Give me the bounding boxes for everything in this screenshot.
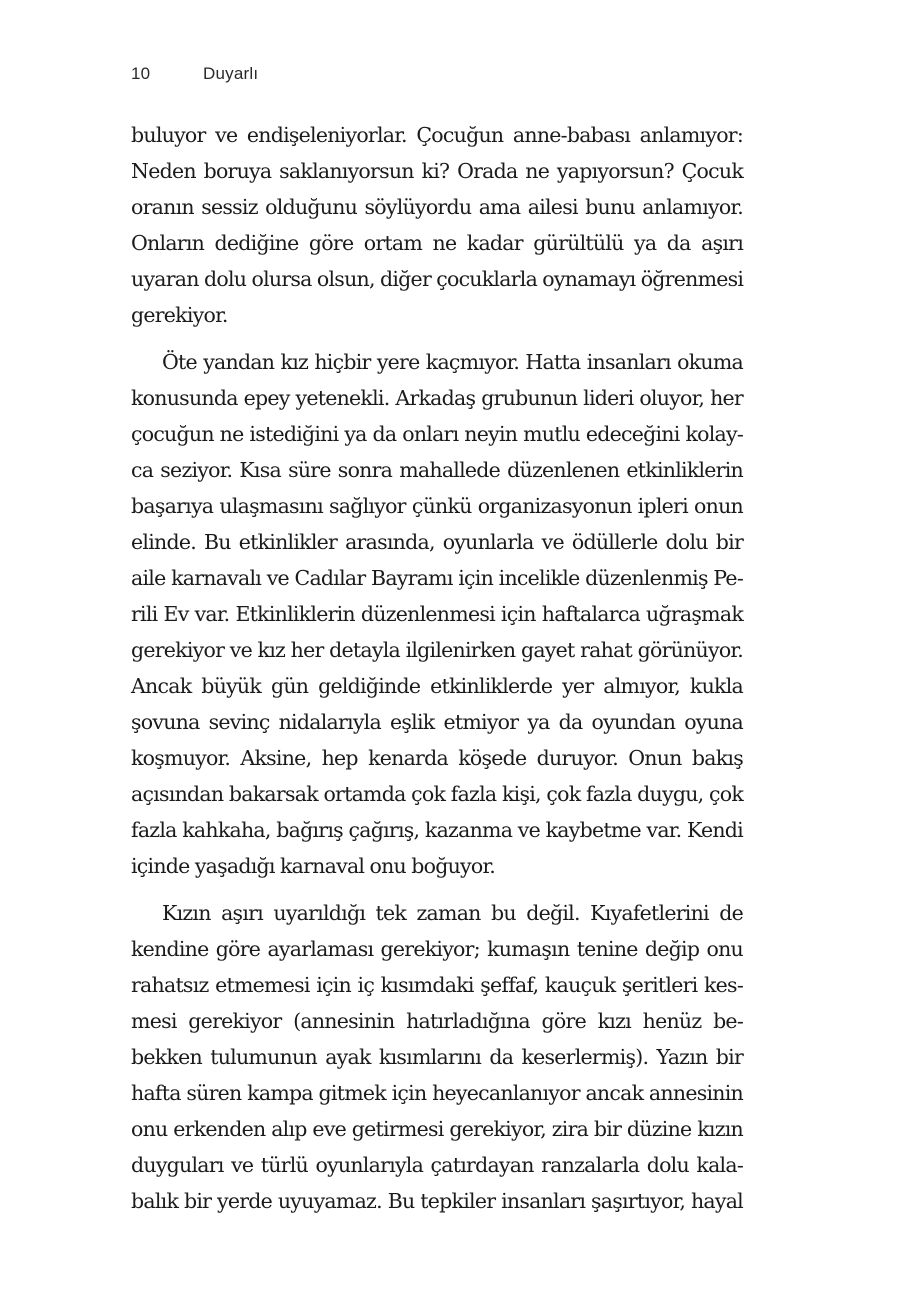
text-line: Onların dediğine göre ortam ne kadar gürültülü ya da aşırı xyxy=(131,231,743,255)
paragraph-3 xyxy=(131,895,743,1219)
text-line: içinde yaşadığı karnaval onu boğuyor. xyxy=(131,854,496,878)
text-line: aile karnavalı ve Cadılar Bayramı için incelikle düzenlenmiş Pe- xyxy=(131,566,743,590)
running-title: Duyarlı xyxy=(203,64,259,83)
text-line: uyaran dolu olursa olsun, diğer çocuklarla oynamayı öğrenmesi xyxy=(131,267,744,291)
text-line: balık bir yerde uyuyamaz. Bu tepkiler insanları şaşırtıyor, hayal xyxy=(131,1189,743,1213)
paragraph-1 xyxy=(131,117,743,333)
text-line: oranın sessiz olduğunu söylüyordu ama ailesi bunu anlamıyor. xyxy=(131,195,743,219)
page-number: 10 xyxy=(131,64,151,83)
text-line: bekken tulumunun ayak kısımlarını da keserlermiş). Yazın bir xyxy=(131,1045,743,1069)
text-line: Öte yandan kız hiçbir yere kaçmıyor. Hatta insanları okuma xyxy=(162,350,743,374)
text-line: açısından bakarsak ortamda çok fazla kişi, çok fazla duygu, çok xyxy=(131,782,743,806)
text-line: Kızın aşırı uyarıldığı tek zaman bu değil. Kıyafetlerini de xyxy=(162,901,743,925)
text-line: gerekiyor. xyxy=(131,303,228,327)
text-line: fazla kahkaha, bağırış çağırış, kazanma ve kaybetme var. Kendi xyxy=(131,818,743,842)
paragraph-2 xyxy=(131,344,743,884)
text-line: rili Ev var. Etkinliklerin düzenlenmesi için haftalarca uğraşmak xyxy=(131,602,743,626)
text-line: Ancak büyük gün geldiğinde etkinliklerde yer almıyor, kukla xyxy=(131,674,743,698)
text-line: şovuna sevinç nidalarıyla eşlik etmiyor ya da oyundan oyuna xyxy=(131,710,743,734)
text-line: rahatsız etmemesi için iç kısımdaki şeffaf, kauçuk şeritleri kes- xyxy=(131,973,743,997)
text-line: gerekiyor ve kız her detayla ilgilenirken gayet rahat görünüyor. xyxy=(131,638,743,662)
running-header xyxy=(131,64,258,84)
text-line: onu erkenden alıp eve getirmesi gerekiyor, zira bir düzine kızın xyxy=(131,1117,743,1141)
text-line: ca seziyor. Kısa süre sonra mahallede düzenlenen etkinliklerin xyxy=(131,458,743,482)
body-text xyxy=(131,117,743,1219)
text-line: elinde. Bu etkinlikler arasında, oyunlarla ve ödüllerle dolu bir xyxy=(131,530,743,554)
text-line: hafta süren kampa gitmek için heyecanlanıyor ancak annesinin xyxy=(131,1081,743,1105)
text-line: buluyor ve endişeleniyorlar. Çocuğun anne-babası anlamıyor: xyxy=(131,123,743,147)
text-line: mesi gerekiyor (annesinin hatırladığına göre kızı henüz be- xyxy=(131,1009,743,1033)
text-line: koşmuyor. Aksine, hep kenarda köşede duruyor. Onun bakış xyxy=(131,746,743,770)
text-line: duyguları ve türlü oyunlarıyla çatırdayan ranzalarla dolu kala- xyxy=(131,1153,743,1177)
text-line: başarıya ulaşmasını sağlıyor çünkü organizasyonun ipleri onun xyxy=(131,494,743,518)
text-line: Neden boruya saklanıyorsun ki? Orada ne yapıyorsun? Çocuk xyxy=(131,159,743,183)
text-line: çocuğun ne istediğini ya da onları neyin mutlu edeceğini kolay- xyxy=(131,422,743,446)
text-line: kendine göre ayarlaması gerekiyor; kumaşın tenine değip onu xyxy=(131,937,743,961)
text-line: konusunda epey yetenekli. Arkadaş grubunun lideri oluyor, her xyxy=(131,386,743,410)
